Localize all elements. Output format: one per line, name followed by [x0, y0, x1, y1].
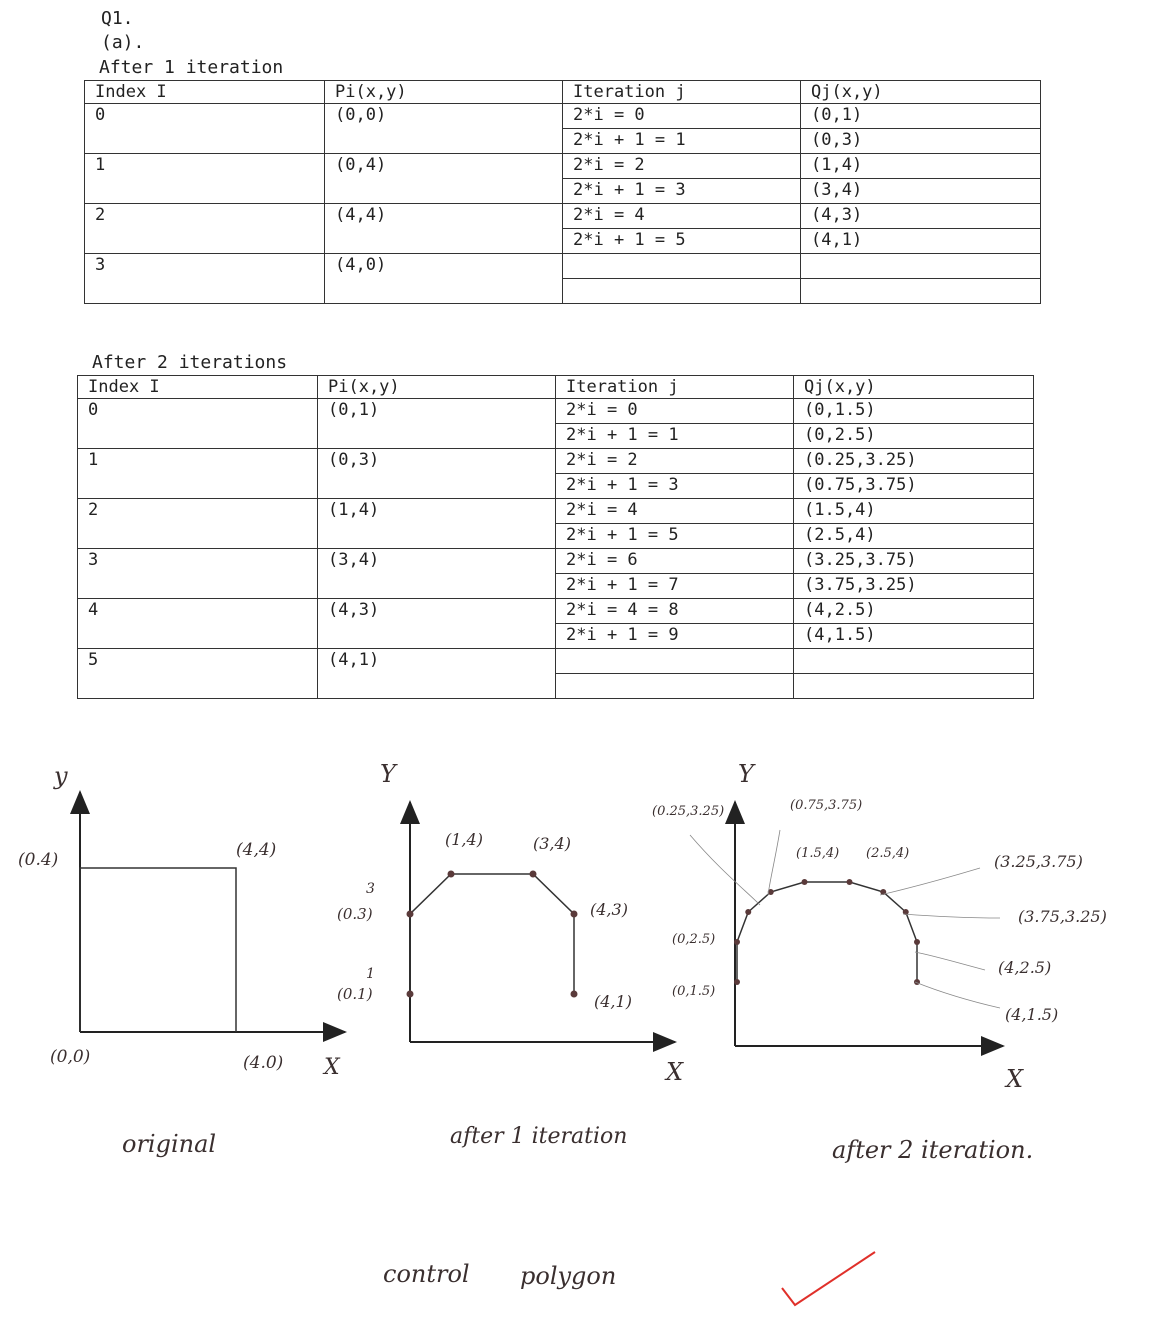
- table2-q-cell: (1.5,4): [794, 499, 1034, 524]
- table1-q-cell: (1,4): [801, 154, 1041, 179]
- sketch2-polygon: [410, 874, 574, 994]
- sketch3-vertex-point: [914, 979, 920, 985]
- table1-q-cell: (0,1): [801, 104, 1041, 129]
- sketch1-label-origin: (0,0): [50, 1047, 91, 1067]
- table2-q-cell: (3.25,3.75): [794, 549, 1034, 574]
- table2-index-cell: 3: [78, 549, 318, 599]
- sketch2-vertex-point: [571, 911, 578, 918]
- table2-pi-cell: (1,4): [318, 499, 556, 549]
- table2-q-cell: (0.75,3.75): [794, 474, 1034, 499]
- sketch2-label-4-3: (4,3): [590, 900, 628, 919]
- sketch1-label-top-right: (4,4): [236, 840, 277, 860]
- table1-iteration-cell: 2*i + 1 = 1: [563, 129, 801, 154]
- sketch3-caption: after 2 iteration.: [832, 1136, 1034, 1164]
- table2-index-cell: 1: [78, 449, 318, 499]
- table2-header-0: Index I: [78, 376, 318, 399]
- table2-header-2: Iteration j: [556, 376, 794, 399]
- sketch2-label-3-4: (3,4): [533, 834, 571, 853]
- sketch2-label-4-1: (4,1): [594, 992, 632, 1011]
- table1-iteration-cell: 2*i = 4: [563, 204, 801, 229]
- table2-index-cell: 4: [78, 599, 318, 649]
- table2-index-cell: 0: [78, 399, 318, 449]
- sketch2-tick-1: 1: [366, 966, 375, 982]
- table1-iteration-cell: 2*i = 2: [563, 154, 801, 179]
- part-label: (a).: [101, 32, 145, 53]
- table1-pi-cell: (4,0): [325, 254, 563, 304]
- table2-pi-cell: (4,1): [318, 649, 556, 699]
- sketch3-label-d: (2.5,4): [866, 846, 910, 861]
- table1-pi-cell: (0,4): [325, 154, 563, 204]
- table2-index-cell: 5: [78, 649, 318, 699]
- table1-q-cell: (0,3): [801, 129, 1041, 154]
- table2-header-3: Qj(x,y): [794, 376, 1034, 399]
- sketch2-vertex-point: [448, 871, 455, 878]
- table2-q-cell: (4,1.5): [794, 624, 1034, 649]
- table2-iteration-cell: 2*i = 0: [556, 399, 794, 424]
- sketch2-x-label: X: [666, 1058, 684, 1086]
- sketch1-y-label: y: [54, 762, 68, 790]
- table2-q-cell: (4,2.5): [794, 599, 1034, 624]
- sketch2-caption: after 1 iteration: [450, 1124, 628, 1149]
- table2-q-cell: (3.75,3.25): [794, 574, 1034, 599]
- sketch3-label-f: (3.75,3.25): [1018, 907, 1107, 926]
- table2-iteration-cell: 2*i = 4: [556, 499, 794, 524]
- sketch2-label-0-1: (0.1): [337, 985, 373, 1003]
- sketch1-polygon: [80, 868, 236, 1032]
- table1-index-cell: 1: [85, 154, 325, 204]
- table1-header-3: Qj(x,y): [801, 81, 1041, 104]
- sketch2-vertex-point: [407, 991, 414, 998]
- sketch3-label-b: (0.75,3.75): [790, 798, 863, 813]
- sketch3-label-k: (0,1.5): [672, 984, 716, 999]
- table2-index-cell: 2: [78, 499, 318, 549]
- footer-word-polygon: polygon: [520, 1262, 617, 1290]
- sketch2-y-label: Y: [380, 760, 396, 788]
- table1-pi-cell: (0,0): [325, 104, 563, 154]
- table1-q-cell: (3,4): [801, 179, 1041, 204]
- table1-index-cell: 2: [85, 204, 325, 254]
- table2-iteration-cell: 2*i + 1 = 7: [556, 574, 794, 599]
- sketch3-vertex-point: [734, 939, 740, 945]
- sketch2-vertex-point: [407, 911, 414, 918]
- sketch3-polygon: [737, 882, 917, 982]
- sketch3-label-c: (1.5,4): [796, 846, 840, 861]
- sketch2-vertex-point: [530, 871, 537, 878]
- table1-pi-cell: (4,4): [325, 204, 563, 254]
- sketch1-caption: original: [122, 1130, 217, 1158]
- sketch3-vertex-point: [847, 879, 853, 885]
- sketch2-tick-3: 3: [366, 881, 375, 897]
- table1-q-cell: (4,1): [801, 229, 1041, 254]
- sketch3-label-e: (3.25,3.75): [994, 852, 1083, 871]
- table1-iteration-cell: 2*i + 1 = 3: [563, 179, 801, 204]
- sketch2-label-1-4: (1,4): [445, 830, 483, 849]
- table2-iteration-cell: 2*i + 1 = 3: [556, 474, 794, 499]
- sketch1-label-bottom-right: (4.0): [243, 1053, 284, 1073]
- table2-iteration-cell: 2*i + 1 = 1: [556, 424, 794, 449]
- table1-iteration-cell: 2*i + 1 = 5: [563, 229, 801, 254]
- table2-iteration-cell: 2*i = 4 = 8: [556, 599, 794, 624]
- table2-iteration-cell: 2*i + 1 = 5: [556, 524, 794, 549]
- table1-index-cell: 0: [85, 104, 325, 154]
- table2-q-cell: (0.25,3.25): [794, 449, 1034, 474]
- sketch3-vertex-point: [802, 879, 808, 885]
- table2-pi-cell: (0,1): [318, 399, 556, 449]
- sketch3-label-a: (0.25,3.25): [652, 804, 725, 819]
- table1-header-2: Iteration j: [563, 81, 801, 104]
- table2-q-cell: (0,1.5): [794, 399, 1034, 424]
- question-number: Q1.: [101, 8, 134, 29]
- sketch2-vertex-point: [571, 991, 578, 998]
- grade-check-mark: [782, 1252, 875, 1305]
- table2-iteration-cell: 2*i = 2: [556, 449, 794, 474]
- table2-title: After 2 iterations: [92, 352, 288, 373]
- sketch3-vertex-point: [745, 909, 751, 915]
- table1-iteration-cell: 2*i = 0: [563, 104, 801, 129]
- sketch3-label-g: (4,2.5): [998, 958, 1052, 977]
- table1-index-cell: 3: [85, 254, 325, 304]
- table2-q-cell: (0,2.5): [794, 424, 1034, 449]
- table1-header-1: Pi(x,y): [325, 81, 563, 104]
- sketch3-x-label: X: [1006, 1065, 1024, 1093]
- table2-header-1: Pi(x,y): [318, 376, 556, 399]
- table1-title: After 1 iteration: [99, 57, 284, 78]
- table2-pi-cell: (3,4): [318, 549, 556, 599]
- table1-header-0: Index I: [85, 81, 325, 104]
- sketch3-label-i: (0,2.5): [672, 932, 716, 947]
- table2-pi-cell: (4,3): [318, 599, 556, 649]
- sketch1-x-label: X: [324, 1055, 340, 1080]
- footer-word-control: control: [383, 1260, 470, 1288]
- table2-q-cell: (2.5,4): [794, 524, 1034, 549]
- table2-iteration-cell: 2*i = 6: [556, 549, 794, 574]
- table2-iteration-cell: 2*i + 1 = 9: [556, 624, 794, 649]
- sketch2-label-0-3: (0.3): [337, 905, 373, 923]
- table2-pi-cell: (0,3): [318, 449, 556, 499]
- sketch3-vertex-point: [734, 979, 740, 985]
- sketch1-label-top-left: (0.4): [18, 850, 59, 870]
- sketch3-vertex-point: [914, 939, 920, 945]
- sketch3-label-h: (4,1.5): [1005, 1005, 1059, 1024]
- table1-q-cell: (4,3): [801, 204, 1041, 229]
- sketch3-y-label: Y: [738, 760, 754, 788]
